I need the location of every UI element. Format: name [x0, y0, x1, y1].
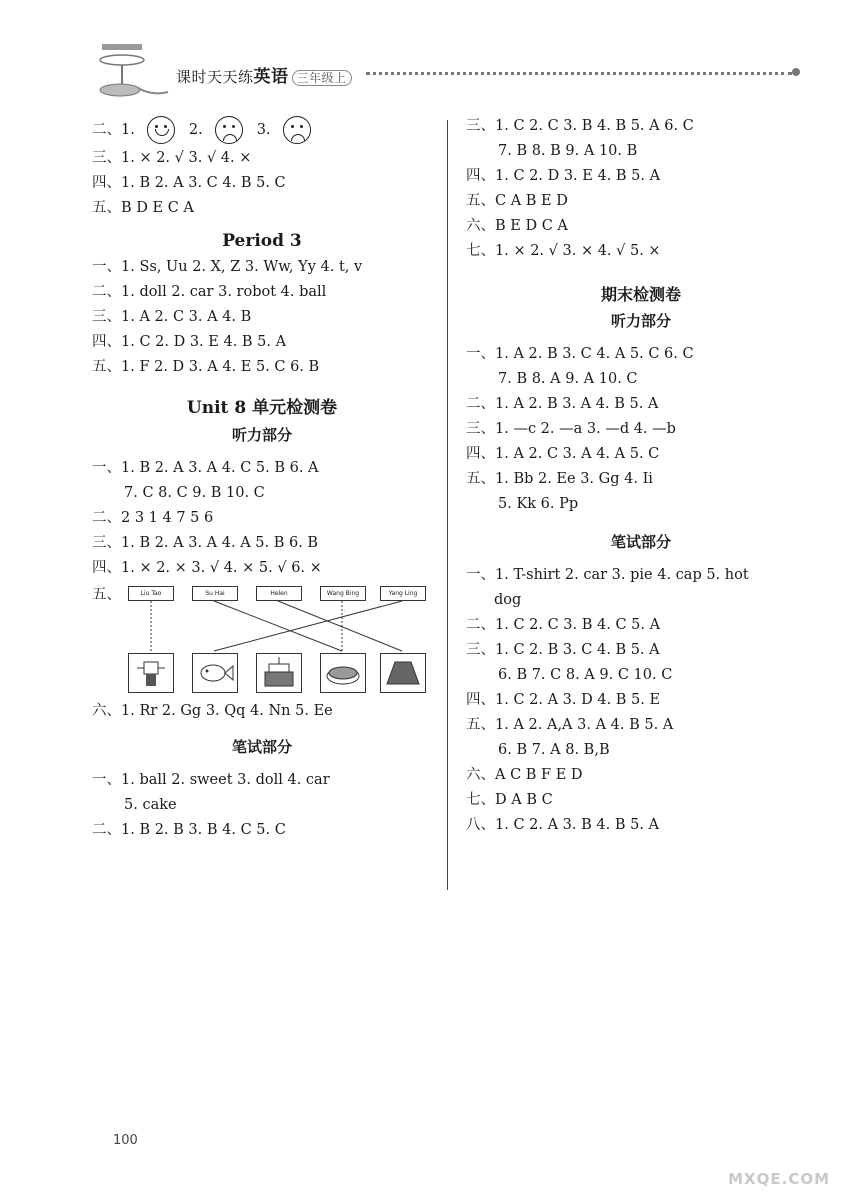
- answer-line: 四、1. C 2. A 3. D 4. B 5. E: [466, 692, 661, 708]
- answer-line: 四、1. A 2. C 3. A 4. A 5. C: [466, 446, 660, 462]
- smiley-answer-row: [92, 114, 432, 146]
- answer-line: 三、1. B 2. A 3. A 4. A 5. B 6. B: [92, 535, 319, 551]
- answer-line: 6. B 7. C 8. A 9. C 10. C: [498, 667, 673, 683]
- name-box: Yang Ling: [380, 586, 426, 601]
- smiley-row-n2: 2.: [188, 122, 203, 138]
- answer-line: 六、1. Rr 2. Gg 3. Qq 4. Nn 5. Ee: [92, 703, 333, 719]
- answer-line: 5. Kk 6. Pp: [498, 496, 579, 512]
- header-dotted-rule: [366, 72, 792, 75]
- name-box: Helen: [256, 586, 302, 601]
- grade-badge: 三年级上: [292, 70, 352, 86]
- answer-line: 五、1. F 2. D 3. A 4. E 5. C 6. B: [92, 359, 320, 375]
- pie-picture-icon: [320, 653, 366, 693]
- answer-line: 6. B 7. A 8. B,B: [498, 742, 610, 758]
- cooking-illustration-icon: [92, 38, 172, 102]
- answer-line: 三、1. C 2. B 3. C 4. B 5. A: [466, 642, 660, 658]
- answer-line: 一、1. T-shirt 2. car 3. pie 4. cap 5. hot: [466, 567, 749, 583]
- name-box: Su Hai: [192, 586, 238, 601]
- subsection-title-written: 笔试部分: [231, 738, 292, 756]
- watermark: MXQE.COM: [728, 1170, 830, 1188]
- answer-line: 一、1. A 2. B 3. C 4. A 5. C 6. C: [466, 346, 694, 362]
- section-title-final-exam: 期末检测卷: [600, 285, 681, 304]
- smiley-row-prefix: 二、1.: [92, 122, 135, 138]
- page-header: [92, 38, 812, 108]
- right-column: [466, 114, 816, 838]
- answer-line: 三、1. A 2. C 3. A 4. B: [92, 309, 252, 325]
- answer-line: 五、C A B E D: [466, 193, 568, 209]
- fish-picture-icon: [192, 653, 238, 693]
- answer-line: 一、1. ball 2. sweet 3. doll 4. car: [92, 772, 330, 788]
- smiley-face-icon: [147, 116, 175, 144]
- answer-line: 一、1. Ss, Uu 2. X, Z 3. Ww, Yy 4. t, v: [92, 259, 363, 275]
- answer-line: 7. C 8. C 9. B 10. C: [124, 485, 265, 501]
- left-column: [92, 114, 432, 843]
- header-rule-end-dot: [792, 68, 800, 76]
- answer-line: dog: [494, 592, 522, 608]
- answer-line: 五、B D E C A: [92, 200, 194, 216]
- answer-line: 二、1. B 2. B 3. B 4. C 5. C: [92, 822, 286, 838]
- cake-picture-icon: [256, 653, 302, 693]
- answer-line: 四、1. C 2. D 3. E 4. B 5. A: [466, 168, 661, 184]
- header-title-subject: 英语: [253, 67, 289, 87]
- answer-line: 二、1. A 2. B 3. A 4. B 5. A: [466, 396, 659, 412]
- subsection-title-written: 笔试部分: [610, 533, 671, 551]
- answer-line: 一、1. B 2. A 3. A 4. C 5. B 6. A: [92, 460, 319, 476]
- answer-line: 5. cake: [124, 797, 177, 813]
- answer-line: 七、D A B C: [466, 792, 553, 808]
- answer-line: 八、1. C 2. A 3. B 4. B 5. A: [466, 817, 660, 833]
- header-title: [176, 62, 352, 87]
- sad-face-icon: [215, 116, 243, 144]
- column-divider: [447, 120, 448, 890]
- answer-line: 7. B 8. A 9. A 10. C: [498, 371, 638, 387]
- smiley-row-n3: 3.: [256, 122, 271, 138]
- answer-line: 七、1. × 2. √ 3. × 4. √ 5. ×: [466, 243, 661, 259]
- sad-face-icon: [283, 116, 311, 144]
- answer-line: 五、1. A 2. A,A 3. A 4. B 5. A: [466, 717, 674, 733]
- answer-line: 三、1. C 2. C 3. B 4. B 5. A 6. C: [466, 118, 694, 134]
- header-title-prefix: 课时天天练: [176, 68, 254, 86]
- subsection-title-listening: 听力部分: [610, 312, 671, 330]
- page-number: 100: [113, 1133, 138, 1148]
- robot-picture-icon: [128, 653, 174, 693]
- name-box: Wang Bing: [320, 586, 366, 601]
- answer-line: 二、2 3 1 4 7 5 6: [92, 510, 214, 526]
- skirt-picture-icon: [380, 653, 426, 693]
- section-title-unit8: Unit 8 单元检测卷: [186, 398, 338, 418]
- matching-label: 五、: [92, 587, 121, 603]
- answer-line: 7. B 8. B 9. A 10. B: [498, 143, 638, 159]
- answer-line: 六、A C B F E D: [466, 767, 583, 783]
- answer-line: 四、1. C 2. D 3. E 4. B 5. A: [92, 334, 287, 350]
- name-box: Liu Tao: [128, 586, 174, 601]
- answer-line: 三、1. × 2. √ 3. √ 4. ×: [92, 150, 252, 166]
- answer-line: 三、1. —c 2. —a 3. —d 4. —b: [466, 421, 676, 437]
- section-title-period3: Period 3: [222, 231, 302, 251]
- answer-line: 二、1. doll 2. car 3. robot 4. ball: [92, 284, 327, 300]
- answer-line: 四、1. B 2. A 3. C 4. B 5. C: [92, 175, 286, 191]
- answer-line: 四、1. × 2. × 3. √ 4. × 5. √ 6. ×: [92, 560, 322, 576]
- subsection-title-listening: 听力部分: [231, 426, 292, 444]
- answer-line: 五、1. Bb 2. Ee 3. Gg 4. Ii: [466, 471, 653, 487]
- matching-diagram: [92, 583, 432, 695]
- answer-line: 六、B E D C A: [466, 218, 568, 234]
- answer-line: 二、1. C 2. C 3. B 4. C 5. A: [466, 617, 661, 633]
